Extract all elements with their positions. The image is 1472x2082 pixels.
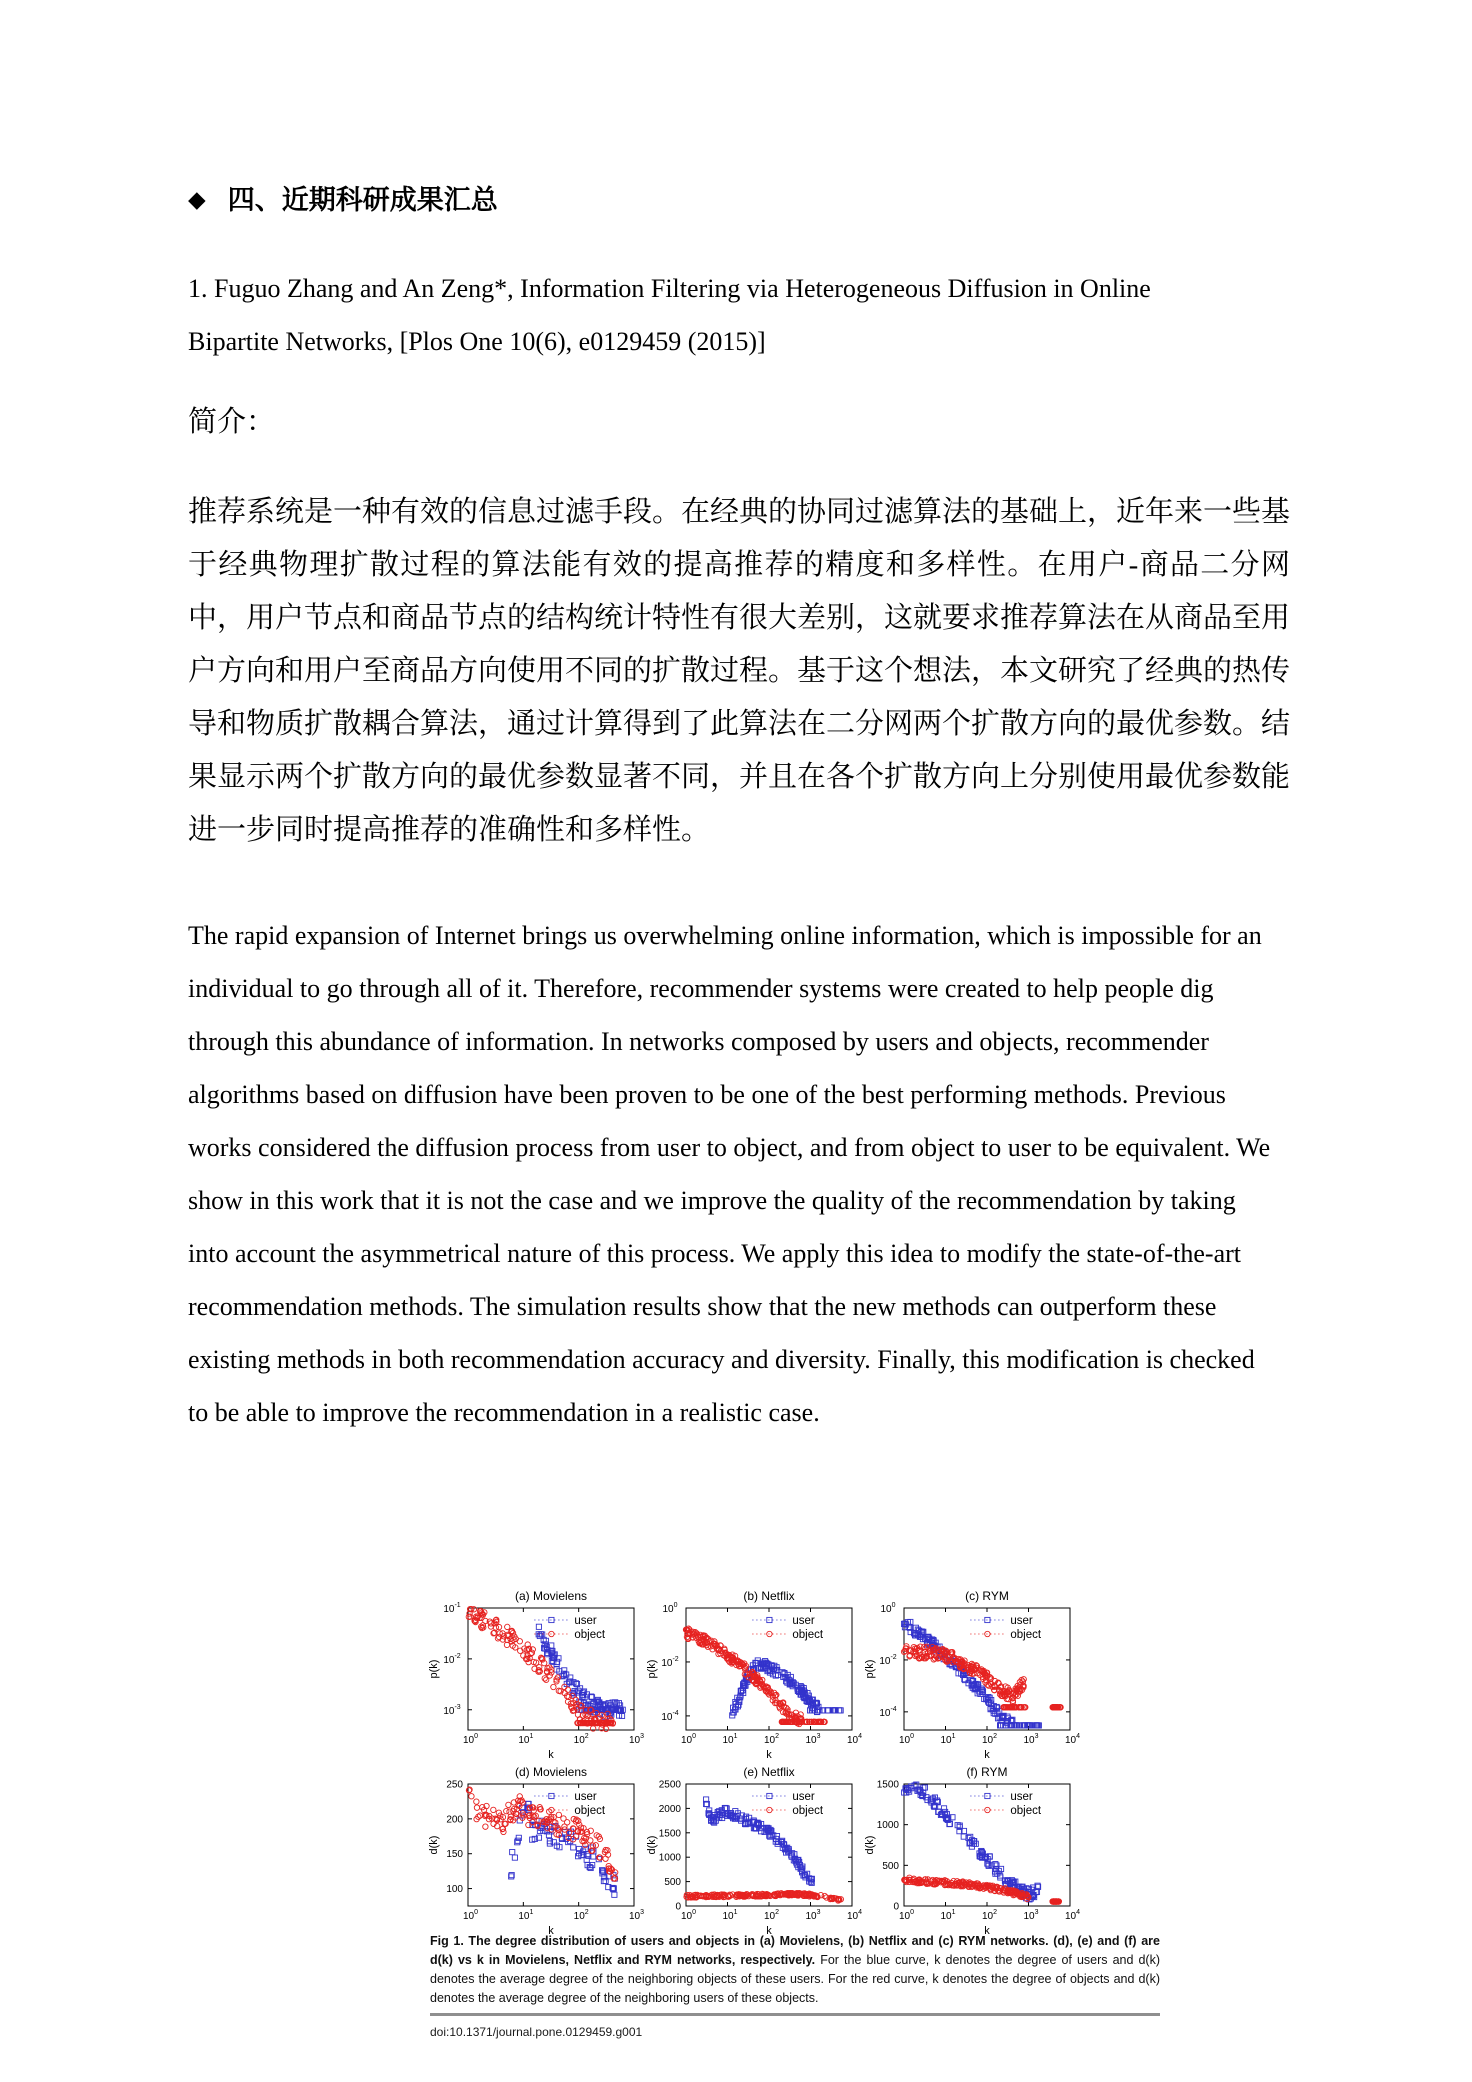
svg-text:104: $10^4$ [847, 1733, 863, 1746]
svg-text:101: $10^1$ [940, 1733, 956, 1746]
svg-text:(a) Movielens: (a) Movielens [514, 1589, 588, 1603]
figure-1 [428, 1588, 1164, 2053]
svg-text:10-2: $10^{-2}$ [879, 1653, 897, 1667]
svg-text:102: $10^2$ [764, 1733, 780, 1746]
svg-text:p(k): p(k) [646, 1659, 658, 1679]
svg-text:10-3: $10^{-3}$ [443, 1703, 461, 1717]
svg-text:100: $10^0$ [899, 1733, 915, 1746]
svg-text:(d) Movielens: (d) Movielens [514, 1765, 588, 1779]
svg-text:k: k [984, 1925, 990, 1936]
svg-text:101: $10^1$ [518, 1909, 534, 1922]
svg-text:1500: 1500 [876, 1779, 899, 1791]
svg-text:500: 500 [882, 1860, 899, 1872]
svg-text:object: object [1010, 1805, 1042, 1817]
svg-text:d(k): d(k) [646, 1835, 658, 1855]
svg-text:104: $10^4$ [1065, 1733, 1081, 1746]
svg-text:k: k [548, 1925, 554, 1936]
figure-caption-rule [430, 2013, 1160, 2016]
svg-text:object: object [1010, 1629, 1042, 1641]
svg-text:user: user [1010, 1615, 1033, 1627]
svg-text:101: $10^1$ [518, 1733, 534, 1746]
svg-text:10-4: $10^{-4}$ [879, 1705, 897, 1719]
subplot-c-rym-pk [864, 1588, 1082, 1760]
svg-text:d(k): d(k) [864, 1835, 876, 1855]
svg-text:102: $10^2$ [573, 1909, 589, 1922]
svg-text:k: k [766, 1749, 772, 1760]
svg-text:object: object [792, 1629, 824, 1641]
svg-text:103: $10^3$ [805, 1733, 821, 1746]
svg-text:0: 0 [675, 1901, 681, 1913]
figure-caption-bold: Fig 1. The degree distribution of users and objects in (a) Movielens, (b) Netflix and (c) RYM networks. (d), (e) and (f) are d(k) vs k in Movielens, Netflix and RYM networks, respectively. [430, 1934, 1160, 1967]
svg-text:1000: 1000 [876, 1820, 899, 1832]
intro-label: 简介： [188, 406, 276, 438]
svg-text:user: user [574, 1791, 597, 1803]
svg-text:user: user [792, 1615, 815, 1627]
figure-doi: doi:10.1371/journal.pone.0129459.g001 [430, 2025, 643, 2039]
svg-text:1000: 1000 [658, 1852, 681, 1864]
subplot-d-movielens-dk [428, 1764, 646, 1936]
svg-text:10-2: $10^{-2}$ [661, 1655, 679, 1669]
svg-text:500: 500 [664, 1877, 681, 1889]
svg-text:10-4: $10^{-4}$ [661, 1709, 679, 1723]
figure-footer [430, 1932, 1160, 2039]
subplot-f-rym-dk [864, 1764, 1082, 1936]
svg-text:1500: 1500 [658, 1828, 681, 1840]
abstract-chinese: 推荐系统是一种有效的信息过滤手段。在经典的协同过滤算法的基础上，近年来一些基于经典物理扩散过程的算法能有效的提高推荐的精度和多样性。在用户-商品二分网中，用户节点和商品节点的结构统计特性有很大差别，这就要求推荐算法在从商品至用户方向和用户至商品方向使用不同的扩散过程。基于这个想法，本文研究了经典的热传导和物质扩散耦合算法，通过计算得到了此算法在二分网两个扩散方向的最优参数。结果显示两个扩散方向的最优参数显著不同，并且在各个扩散方向上分别使用最优参数能进一步同时提高推荐的准确性和多样性。 [188, 496, 1291, 846]
svg-text:(c) RYM: (c) RYM [965, 1589, 1009, 1603]
abstract-english: The rapid expansion of Internet brings us overwhelming online information, which is impossible for an individual to go through all of it. Therefore, recommender systems were created to help people dig through this abundance of information. In networks composed by users and objects, recommender algorithms based on diffusion have been proven to be one of the best performing methods. Previous works considered the diffusion process from user to object, and from object to user to be equivalent. We show in this work that it is not the case and we improve the quality of the recommendation by taking into account the asymmetrical nature of this process. We apply this idea to modify the state-of-the-art recommendation methods. The simulation results show that the new methods can outperform these existing methods in both recommendation accuracy and diversity. Finally, this modification is checked to be able to improve the recommendation in a realistic case. [188, 921, 1271, 1427]
svg-text:102: $10^2$ [982, 1909, 998, 1922]
svg-text:user: user [1010, 1791, 1033, 1803]
svg-text:103: $10^3$ [629, 1909, 645, 1922]
svg-text:object: object [792, 1805, 824, 1817]
diamond-bullet-icon: ◆ [188, 187, 206, 212]
subplot-a-movielens-pk [428, 1588, 646, 1760]
svg-text:103: $10^3$ [1023, 1909, 1039, 1922]
svg-text:2500: 2500 [658, 1779, 681, 1791]
svg-text:d(k): d(k) [428, 1835, 440, 1855]
svg-text:100: $10^0$ [681, 1733, 697, 1746]
svg-text:k: k [984, 1749, 990, 1760]
svg-text:103: $10^3$ [1023, 1733, 1039, 1746]
svg-text:p(k): p(k) [864, 1659, 876, 1679]
svg-text:user: user [792, 1791, 815, 1803]
svg-text:102: $10^2$ [764, 1909, 780, 1922]
svg-text:p(k): p(k) [428, 1659, 440, 1679]
svg-text:user: user [574, 1615, 597, 1627]
svg-text:(e) Netflix: (e) Netflix [743, 1765, 795, 1779]
section-heading-text: 四、近期科研成果汇总 [227, 185, 498, 215]
section-heading [188, 178, 498, 217]
svg-text:104: $10^4$ [1065, 1909, 1081, 1922]
svg-text:k: k [766, 1925, 772, 1936]
paper-citation: 1. Fuguo Zhang and An Zeng*, Information Filtering via Heterogeneous Diffusion in Online Bipartite Networks, [Plos One 10(6), e0129459 (2015)] [188, 274, 1151, 356]
svg-text:10-2: $10^{-2}$ [443, 1652, 461, 1666]
svg-text:100: $10^0$ [463, 1909, 479, 1922]
svg-text:103: $10^3$ [805, 1909, 821, 1922]
svg-text:100: $10^0$ [880, 1602, 896, 1615]
svg-text:100: 100 [446, 1884, 463, 1896]
svg-text:100: $10^0$ [681, 1909, 697, 1922]
svg-text:100: $10^0$ [463, 1733, 479, 1746]
svg-text:k: k [548, 1749, 554, 1760]
svg-text:101: $10^1$ [722, 1909, 738, 1922]
svg-text:101: $10^1$ [940, 1909, 956, 1922]
subplot-b-netflix-pk [646, 1588, 864, 1760]
svg-text:object: object [574, 1805, 606, 1817]
svg-text:200: 200 [446, 1814, 463, 1826]
svg-text:100: $10^0$ [662, 1602, 678, 1615]
svg-text:104: $10^4$ [847, 1909, 863, 1922]
svg-text:(f) RYM: (f) RYM [966, 1765, 1008, 1779]
svg-text:102: $10^2$ [573, 1733, 589, 1746]
svg-text:103: $10^3$ [629, 1733, 645, 1746]
figure-caption [430, 1932, 1160, 2008]
svg-text:(b) Netflix: (b) Netflix [743, 1589, 795, 1603]
svg-text:10-1: $10^{-1}$ [443, 1602, 461, 1615]
svg-text:0: 0 [893, 1901, 899, 1913]
svg-text:100: $10^0$ [899, 1909, 915, 1922]
svg-text:250: 250 [446, 1779, 463, 1791]
svg-text:102: $10^2$ [982, 1733, 998, 1746]
svg-text:object: object [574, 1629, 606, 1641]
svg-text:2000: 2000 [658, 1803, 681, 1815]
svg-text:101: $10^1$ [722, 1733, 738, 1746]
figure-caption-regular: For the blue curve, k denotes the degree of users and d(k) denotes the average degree of the neighboring objects of these users. For the red curve, k denotes the degree of objects and d(k) denotes the average degree of the neighboring users of these objects. [430, 1953, 1160, 2005]
subplot-e-netflix-dk [646, 1764, 864, 1936]
svg-text:150: 150 [446, 1849, 463, 1861]
